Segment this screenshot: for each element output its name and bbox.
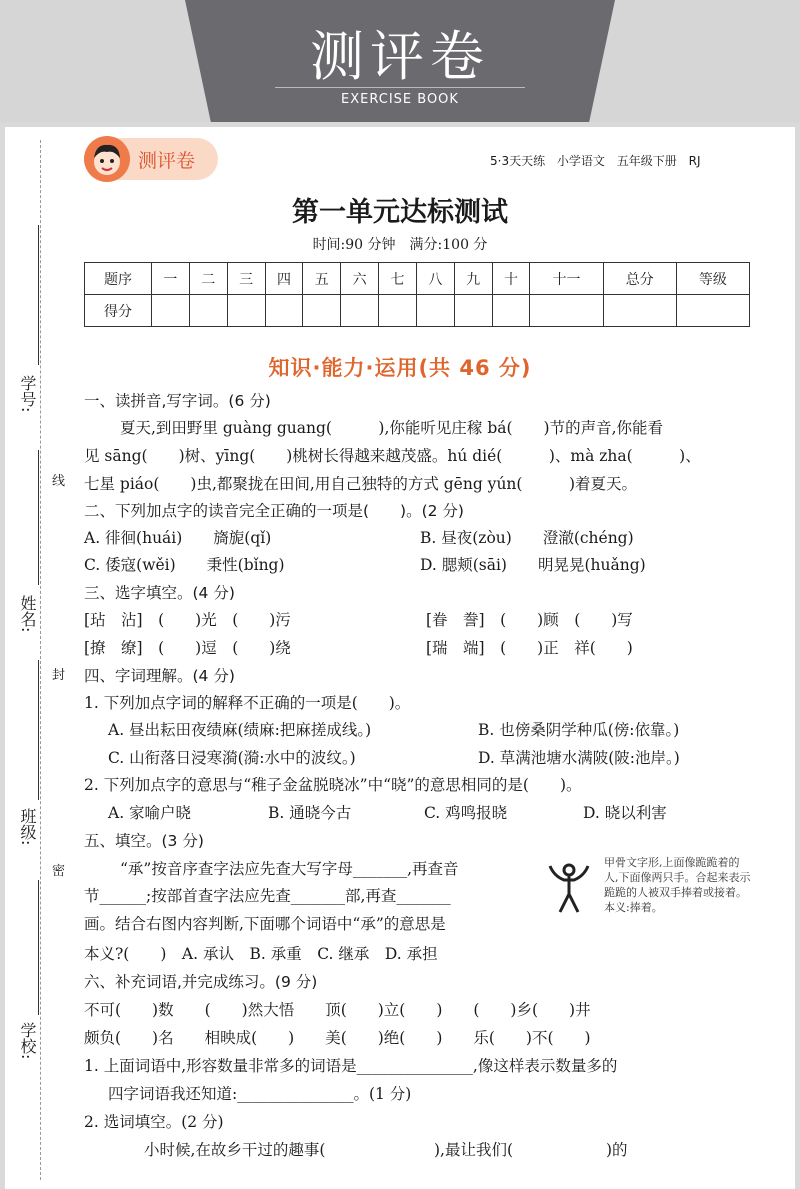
score-cell[interactable] bbox=[265, 295, 303, 327]
q6-sub1-cont: 四字词语我还知道:_______________。(1 分) bbox=[108, 1085, 412, 1103]
subject-name: 小学语文 bbox=[556, 154, 605, 168]
score-cell[interactable] bbox=[676, 295, 749, 327]
q1-line: 见 sāng( )树、yīng( )桃树长得越来越茂盛。hú dié( )、mà zha( )、 bbox=[84, 447, 701, 465]
q5-line: 本义?( ) A. 承认 B. 承重 C. 继承 D. 承担 bbox=[84, 945, 438, 963]
q6-words-row: 不可( )数 ( )然大悟 顶( )立( ) ( )乡( )井 bbox=[84, 1001, 591, 1019]
q4-sub2-option-c: C. 鸡鸣报晓 bbox=[424, 804, 508, 822]
column-header: 三 bbox=[227, 263, 265, 295]
score-cell[interactable] bbox=[603, 295, 676, 327]
name-label: 姓名: bbox=[18, 595, 37, 633]
header-info bbox=[490, 152, 701, 169]
q5-heading: 五、填空。(3 分) bbox=[84, 832, 204, 850]
banner bbox=[0, 0, 800, 122]
q4-option-d: D. 草满池塘水满陂(陂:池岸。) bbox=[478, 749, 680, 767]
banner-title: 测评卷 bbox=[310, 25, 490, 88]
q3-item: [瑞 端] ( )正 祥( ) bbox=[426, 639, 633, 657]
q4-sub2: 2. 下列加点字的意思与“稚子金盆脱晓冰”中“晓”的意思相同的是( )。 bbox=[84, 776, 582, 794]
score-cell[interactable] bbox=[492, 295, 530, 327]
score-cell[interactable] bbox=[530, 295, 603, 327]
column-header: 九 bbox=[454, 263, 492, 295]
column-header: 等级 bbox=[676, 263, 749, 295]
q4-sub2-option-b: B. 通晓今古 bbox=[268, 804, 352, 822]
class-label: 班级: bbox=[18, 808, 37, 846]
column-header: 二 bbox=[189, 263, 227, 295]
test-title: 第一单元达标测试 bbox=[292, 197, 508, 228]
logo-text: 测评卷 bbox=[138, 150, 196, 172]
q2-option-b: B. 昼夜(zòu) 澄澈(chéng) bbox=[420, 529, 634, 547]
score-cell[interactable] bbox=[454, 295, 492, 327]
row-label: 题序 bbox=[85, 263, 152, 295]
banner-subtitle: EXERCISE BOOK bbox=[341, 92, 459, 107]
feng-mark: 封 bbox=[52, 668, 66, 683]
q4-sub2-option-a: A. 家喻户晓 bbox=[108, 804, 192, 822]
name-blank bbox=[38, 450, 39, 585]
column-header: 十 bbox=[492, 263, 530, 295]
column-header: 七 bbox=[379, 263, 417, 295]
column-header: 十一 bbox=[530, 263, 603, 295]
series-name: 5·3天天练 bbox=[490, 154, 546, 168]
q5-line: “承”按音序查字法应先查大写字母_______,再查音 bbox=[120, 860, 459, 878]
q4-sub2-option-d: D. 晓以利害 bbox=[583, 804, 667, 822]
q6-sub2-line: 小时候,在故乡干过的趣事( ),最让我们( )的 bbox=[144, 1141, 628, 1159]
test-subtitle: 时间:90 分钟 满分:100 分 bbox=[312, 237, 488, 253]
q3-item: [撩 缭] ( )逗 ( )绕 bbox=[84, 639, 291, 657]
edition-name: RJ bbox=[688, 154, 701, 168]
column-header: 六 bbox=[341, 263, 379, 295]
school-blank bbox=[38, 880, 39, 1015]
q6-words-row: 颇负( )名 相映成( ) 美( )绝( ) 乐( )不( ) bbox=[84, 1029, 591, 1047]
q5-line: 画。结合右图内容判断,下面哪个词语中“承”的意思是 bbox=[84, 915, 446, 933]
section-title: 知识·能力·运用(共 46 分) bbox=[268, 356, 532, 380]
score-value-row bbox=[85, 295, 750, 327]
q2-option-c: C. 倭寇(wěi) 秉性(bǐng) bbox=[84, 556, 285, 574]
q4-option-b: B. 也傍桑阴学种瓜(傍:依靠。) bbox=[478, 721, 680, 739]
q5-line: 节______;按部首查字法应先查_______部,再查_______ bbox=[84, 887, 451, 905]
q2-heading: 二、下列加点字的读音完全正确的一项是( )。(2 分) bbox=[84, 502, 464, 520]
binding-dotted-line bbox=[40, 140, 41, 1180]
q6-sub1: 1. 上面词语中,形容数量非常多的词语是_______________,像这样表示数量多的 bbox=[84, 1057, 618, 1075]
column-header: 一 bbox=[152, 263, 190, 295]
grade-name: 五年级下册 bbox=[616, 154, 677, 168]
xian-mark: 线 bbox=[52, 474, 66, 489]
q2-option-a: A. 徘徊(huái) 旖旎(qǐ) bbox=[84, 529, 272, 547]
score-table bbox=[84, 262, 750, 327]
q4-sub1: 1. 下列加点字词的解释不正确的一项是( )。 bbox=[84, 694, 411, 712]
school-label: 学校: bbox=[18, 1022, 37, 1060]
row-label: 得分 bbox=[85, 295, 152, 327]
mi-mark: 密 bbox=[52, 864, 66, 879]
score-cell[interactable] bbox=[303, 295, 341, 327]
score-cell[interactable] bbox=[152, 295, 190, 327]
q4-option-c: C. 山衔落日浸寒漪(漪:水中的波纹。) bbox=[108, 749, 356, 767]
q3-item: [玷 沾] ( )光 ( )污 bbox=[84, 611, 291, 629]
figure-note: 甲骨文字形,上面像跪跪着的人,下面像两只手。合起来表示跪跪的人被双手捧着或接着。本义:捧着。 bbox=[604, 856, 751, 914]
cartoon-face-icon bbox=[84, 136, 130, 182]
score-cell[interactable] bbox=[416, 295, 454, 327]
oracle-bone-character-icon bbox=[546, 860, 592, 916]
score-cell[interactable] bbox=[341, 295, 379, 327]
column-header: 五 bbox=[303, 263, 341, 295]
student-number-label: 学号: bbox=[18, 375, 37, 413]
q3-item: [眷 誊] ( )顾 ( )写 bbox=[426, 611, 633, 629]
q4-heading: 四、字词理解。(4 分) bbox=[84, 667, 235, 685]
score-cell[interactable] bbox=[227, 295, 265, 327]
q6-sub2: 2. 选词填空。(2 分) bbox=[84, 1113, 224, 1131]
score-cell[interactable] bbox=[189, 295, 227, 327]
column-header: 四 bbox=[265, 263, 303, 295]
column-header: 总分 bbox=[603, 263, 676, 295]
q4-option-a: A. 昼出耘田夜绩麻(绩麻:把麻搓成线。) bbox=[108, 721, 372, 739]
q6-heading: 六、补充词语,并完成练习。(9 分) bbox=[84, 973, 318, 991]
column-header: 八 bbox=[416, 263, 454, 295]
q1-line: 夏天,到田野里 guàng guang( ),你能听见庄稼 bá( )节的声音,你能看 bbox=[120, 419, 664, 437]
q1-line: 七星 piáo( )虫,都聚拢在田间,用自己独特的方式 gēng yún( )着夏天。 bbox=[84, 475, 637, 493]
q2-option-d: D. 腮颊(sāi) 明晃晃(huǎng) bbox=[420, 556, 646, 574]
score-cell[interactable] bbox=[379, 295, 417, 327]
q1-heading: 一、读拼音,写字词。(6 分) bbox=[84, 392, 271, 410]
q3-heading: 三、选字填空。(4 分) bbox=[84, 584, 235, 602]
score-header-row bbox=[85, 263, 750, 295]
class-blank bbox=[38, 660, 39, 800]
